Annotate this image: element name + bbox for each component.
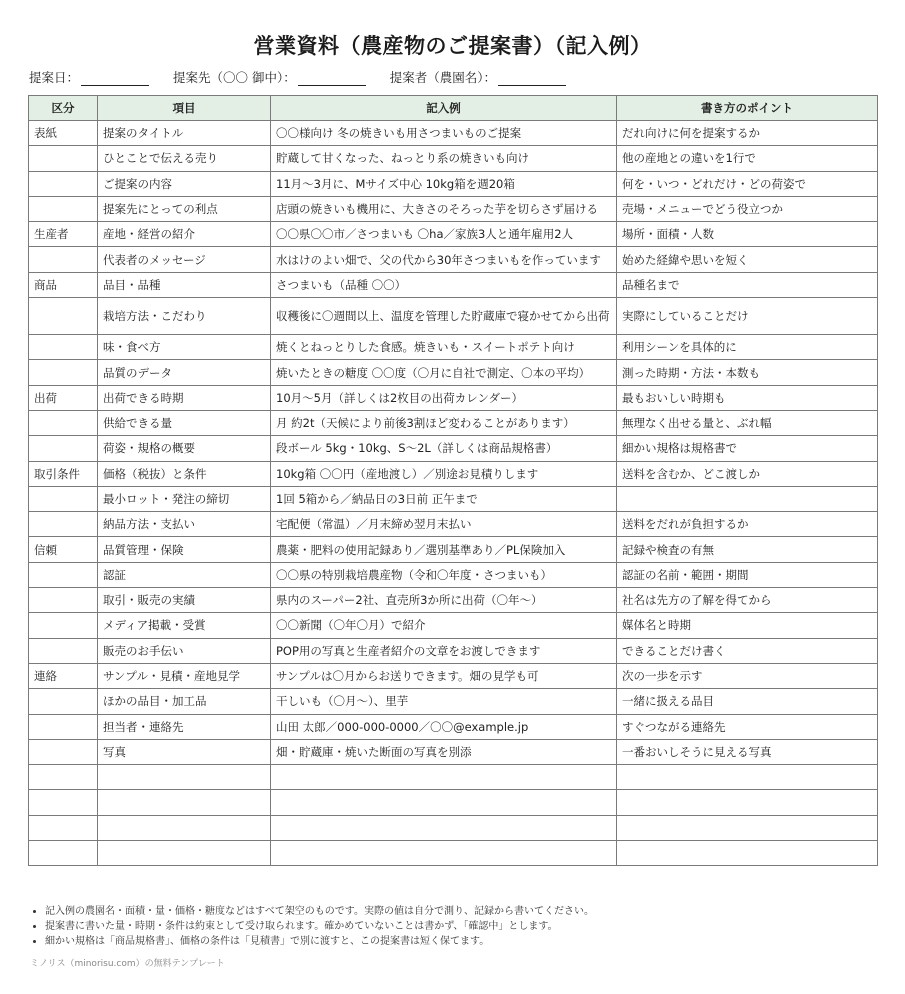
category-cell[interactable] bbox=[29, 512, 98, 537]
example-cell[interactable]: 焼くとねっとりした食感。焼きいも・スイートポテト向け bbox=[271, 335, 617, 360]
category-cell[interactable]: 生産者 bbox=[29, 222, 98, 247]
example-cell[interactable]: 〇〇様向け 冬の焼きいも用さつまいものご提案 bbox=[271, 121, 617, 146]
item-cell[interactable]: 担当者・連絡先 bbox=[98, 714, 271, 739]
note-item: • 記入例の農園名・面積・量・価格・糖度などはすべて架空のものです。実際の値は自分で測り、記録から書いてください。 bbox=[45, 904, 594, 919]
item-cell[interactable] bbox=[98, 765, 271, 790]
notes bbox=[30, 904, 594, 949]
point-cell[interactable]: だれ向けに何を提案するか bbox=[617, 121, 878, 146]
table-row bbox=[29, 815, 878, 840]
item-cell[interactable]: 供給できる量 bbox=[98, 410, 271, 435]
point-cell[interactable] bbox=[617, 815, 878, 840]
table-row bbox=[29, 196, 878, 221]
item-cell[interactable]: メディア掲載・受賞 bbox=[98, 613, 271, 638]
example-cell[interactable]: 畑・貯蔵庫・焼いた断面の写真を別添 bbox=[271, 739, 617, 764]
example-cell[interactable]: 〇〇県の特別栽培農産物（令和〇年度・さつまいも） bbox=[271, 562, 617, 587]
table-row bbox=[29, 663, 878, 688]
item-cell[interactable] bbox=[98, 815, 271, 840]
item-cell[interactable]: 取引・販売の実績 bbox=[98, 588, 271, 613]
example-cell[interactable]: 宅配便（常温）／月末締め翌月末払い bbox=[271, 512, 617, 537]
table-row bbox=[29, 121, 878, 146]
category-cell[interactable] bbox=[29, 790, 98, 815]
table-row bbox=[29, 562, 878, 587]
page-title: 営業資料（農産物のご提案書）（記入例） bbox=[253, 34, 652, 58]
point-cell[interactable] bbox=[617, 790, 878, 815]
item-cell[interactable]: 産地・経営の紹介 bbox=[98, 222, 271, 247]
point-cell[interactable]: 実際にしていることだけ bbox=[617, 298, 878, 335]
date-blank-line[interactable] bbox=[81, 71, 149, 86]
example-cell[interactable]: 月 約2t（天候により前後3割ほど変わることがあります） bbox=[271, 410, 617, 435]
example-cell[interactable]: 10kg箱 〇〇円（産地渡し）／別途お見積りします bbox=[271, 461, 617, 486]
date-label: 提案日： bbox=[29, 70, 80, 85]
point-cell[interactable]: 無理なく出せる量と、ぶれ幅 bbox=[617, 410, 878, 435]
category-cell[interactable] bbox=[29, 739, 98, 764]
header-category: 区分 bbox=[29, 96, 98, 121]
example-cell[interactable] bbox=[271, 841, 617, 866]
point-cell[interactable]: 一緒に扱える品目 bbox=[617, 689, 878, 714]
example-cell[interactable]: 段ボール 5kg・10kg、S〜2L（詳しくは商品規格書） bbox=[271, 436, 617, 461]
point-cell[interactable]: 最もおいしい時期も bbox=[617, 385, 878, 410]
table-row bbox=[29, 613, 878, 638]
item-cell[interactable]: ひとことで伝える売り bbox=[98, 146, 271, 171]
date-field[interactable] bbox=[29, 68, 149, 86]
point-cell[interactable]: 送料を含むか、どこ渡しか bbox=[617, 461, 878, 486]
example-cell[interactable]: 10月〜5月（詳しくは2枚目の出荷カレンダー） bbox=[271, 385, 617, 410]
point-cell[interactable]: できることだけ書く bbox=[617, 638, 878, 663]
category-cell[interactable] bbox=[29, 638, 98, 663]
example-cell[interactable]: 焼いたときの糖度 〇〇度（〇月に自社で測定、〇本の平均） bbox=[271, 360, 617, 385]
point-cell[interactable]: 細かい規格は規格書で bbox=[617, 436, 878, 461]
category-cell[interactable] bbox=[29, 247, 98, 272]
point-cell[interactable]: 一番おいしそうに見える写真 bbox=[617, 739, 878, 764]
category-cell[interactable] bbox=[29, 613, 98, 638]
table-row bbox=[29, 790, 878, 815]
point-cell[interactable]: 測った時期・方法・本数も bbox=[617, 360, 878, 385]
point-cell[interactable]: 認証の名前・範囲・期間 bbox=[617, 562, 878, 587]
item-cell[interactable] bbox=[98, 841, 271, 866]
item-cell[interactable]: サンプル・見積・産地見学 bbox=[98, 663, 271, 688]
table-row bbox=[29, 512, 878, 537]
example-cell[interactable]: POP用の写真と生産者紹介の文章をお渡しできます bbox=[271, 638, 617, 663]
example-cell[interactable]: 貯蔵して甘くなった、ねっとり系の焼きいも向け bbox=[271, 146, 617, 171]
header-example: 記入例 bbox=[271, 96, 617, 121]
category-cell[interactable] bbox=[29, 298, 98, 335]
table-row bbox=[29, 385, 878, 410]
category-cell[interactable] bbox=[29, 410, 98, 435]
header-point: 書き方のポイント bbox=[617, 96, 878, 121]
category-cell[interactable]: 商品 bbox=[29, 272, 98, 297]
table-row bbox=[29, 638, 878, 663]
category-cell[interactable] bbox=[29, 841, 98, 866]
point-cell[interactable] bbox=[617, 486, 878, 511]
table-row bbox=[29, 335, 878, 360]
point-cell[interactable]: 記録や検査の有無 bbox=[617, 537, 878, 562]
note-item: • 細かい規格は「商品規格書」、価格の条件は「見積書」で別に渡すと、この提案書は短く保てます。 bbox=[45, 934, 594, 949]
item-cell[interactable]: 品質管理・保険 bbox=[98, 537, 271, 562]
table-row bbox=[29, 765, 878, 790]
category-cell[interactable] bbox=[29, 588, 98, 613]
example-cell[interactable]: 山田 太郎／000-000-0000／〇〇@example.jp bbox=[271, 714, 617, 739]
category-cell[interactable] bbox=[29, 436, 98, 461]
category-cell[interactable] bbox=[29, 689, 98, 714]
item-cell[interactable]: 荷姿・規格の概要 bbox=[98, 436, 271, 461]
proposer-label: 提案者（農園名）： bbox=[389, 70, 497, 85]
category-cell[interactable]: 表紙 bbox=[29, 121, 98, 146]
table-row bbox=[29, 689, 878, 714]
item-cell[interactable]: ほかの品目・加工品 bbox=[98, 689, 271, 714]
category-cell[interactable] bbox=[29, 714, 98, 739]
category-cell[interactable] bbox=[29, 765, 98, 790]
table-row bbox=[29, 146, 878, 171]
item-cell[interactable]: 販売のお手伝い bbox=[98, 638, 271, 663]
header-item: 項目 bbox=[98, 96, 271, 121]
item-cell[interactable]: 最小ロット・発注の締切 bbox=[98, 486, 271, 511]
table-row bbox=[29, 410, 878, 435]
point-cell[interactable]: 始めた経緯や思いを短く bbox=[617, 247, 878, 272]
example-cell[interactable]: 〇〇新聞（〇年〇月）で紹介 bbox=[271, 613, 617, 638]
point-cell[interactable]: 次の一歩を示す bbox=[617, 663, 878, 688]
item-cell[interactable] bbox=[98, 790, 271, 815]
table-row bbox=[29, 436, 878, 461]
point-cell[interactable]: すぐつながる連絡先 bbox=[617, 714, 878, 739]
example-cell[interactable]: 1回 5箱から／納品日の3日前 正午まで bbox=[271, 486, 617, 511]
table-body bbox=[29, 121, 878, 866]
example-cell[interactable]: 収穫後に〇週間以上、温度を管理した貯蔵庫で寝かせてから出荷 bbox=[271, 298, 617, 335]
table-row bbox=[29, 486, 878, 511]
item-cell[interactable]: 提案先にとっての利点 bbox=[98, 196, 271, 221]
table-row bbox=[29, 272, 878, 297]
category-cell[interactable]: 出荷 bbox=[29, 385, 98, 410]
category-cell[interactable]: 取引条件 bbox=[29, 461, 98, 486]
category-cell[interactable] bbox=[29, 486, 98, 511]
category-cell[interactable]: 連絡 bbox=[29, 663, 98, 688]
example-cell[interactable]: 県内のスーパー2社、直売所3か所に出荷（〇年〜） bbox=[271, 588, 617, 613]
item-cell[interactable]: 品質のデータ bbox=[98, 360, 271, 385]
category-cell[interactable] bbox=[29, 815, 98, 840]
category-cell[interactable] bbox=[29, 335, 98, 360]
footer-credit: ミノリス（minorisu.com）の無料テンプレート bbox=[30, 959, 225, 969]
table-row bbox=[29, 537, 878, 562]
example-cell[interactable]: 干しいも（〇月〜）、里芋 bbox=[271, 689, 617, 714]
example-cell[interactable]: サンプルは〇月からお送りできます。畑の見学も可 bbox=[271, 663, 617, 688]
item-cell[interactable]: 出荷できる時期 bbox=[98, 385, 271, 410]
proposal-table bbox=[28, 95, 878, 866]
category-cell[interactable] bbox=[29, 196, 98, 221]
example-cell[interactable]: 店頭の焼きいも機用に、大きさのそろった芋を切らさず届ける bbox=[271, 196, 617, 221]
client-blank-line[interactable] bbox=[298, 71, 366, 86]
table-row bbox=[29, 588, 878, 613]
example-cell[interactable]: 農薬・肥料の使用記録あり／選別基準あり／PL保険加入 bbox=[271, 537, 617, 562]
point-cell[interactable]: 品種名まで bbox=[617, 272, 878, 297]
point-cell[interactable]: 何を・いつ・どれだけ・どの荷姿で bbox=[617, 171, 878, 196]
point-cell[interactable]: 社名は先方の了解を得てから bbox=[617, 588, 878, 613]
point-cell[interactable]: 売場・メニューでどう役立つか bbox=[617, 196, 878, 221]
point-cell[interactable]: 利用シーンを具体的に bbox=[617, 335, 878, 360]
example-cell[interactable] bbox=[271, 790, 617, 815]
category-cell[interactable] bbox=[29, 562, 98, 587]
item-cell[interactable]: 代表者のメッセージ bbox=[98, 247, 271, 272]
category-cell[interactable] bbox=[29, 360, 98, 385]
item-cell[interactable]: 写真 bbox=[98, 739, 271, 764]
table-row bbox=[29, 298, 878, 335]
item-cell[interactable]: 提案のタイトル bbox=[98, 121, 271, 146]
point-cell[interactable] bbox=[617, 841, 878, 866]
table-row bbox=[29, 841, 878, 866]
client-label: 提案先（〇〇 御中）： bbox=[173, 70, 296, 85]
table-row bbox=[29, 461, 878, 486]
category-cell[interactable] bbox=[29, 146, 98, 171]
example-cell[interactable] bbox=[271, 815, 617, 840]
category-cell[interactable]: 信頼 bbox=[29, 537, 98, 562]
proposal-meta bbox=[29, 68, 590, 86]
proposer-blank-line[interactable] bbox=[498, 71, 566, 86]
client-field[interactable] bbox=[173, 68, 366, 86]
table-row bbox=[29, 739, 878, 764]
point-cell[interactable] bbox=[617, 765, 878, 790]
table-row bbox=[29, 171, 878, 196]
example-cell[interactable] bbox=[271, 765, 617, 790]
item-cell[interactable]: 味・食べ方 bbox=[98, 335, 271, 360]
example-cell[interactable]: 〇〇県〇〇市／さつまいも 〇ha／家族3人と通年雇用2人 bbox=[271, 222, 617, 247]
table-row bbox=[29, 714, 878, 739]
proposer-field[interactable] bbox=[390, 68, 566, 86]
point-cell[interactable]: 他の産地との違いを1行で bbox=[617, 146, 878, 171]
item-cell[interactable]: 認証 bbox=[98, 562, 271, 587]
item-cell[interactable]: ご提案の内容 bbox=[98, 171, 271, 196]
item-cell[interactable]: 価格（税抜）と条件 bbox=[98, 461, 271, 486]
table-row bbox=[29, 222, 878, 247]
point-cell[interactable]: 場所・面積・人数 bbox=[617, 222, 878, 247]
example-cell[interactable]: 11月〜3月に、Mサイズ中心 10kg箱を週20箱 bbox=[271, 171, 617, 196]
category-cell[interactable] bbox=[29, 171, 98, 196]
example-cell[interactable]: 水はけのよい畑で、父の代から30年さつまいもを作っています bbox=[271, 247, 617, 272]
point-cell[interactable]: 媒体名と時期 bbox=[617, 613, 878, 638]
item-cell[interactable]: 栽培方法・こだわり bbox=[98, 298, 271, 335]
table-header-row bbox=[29, 96, 878, 121]
item-cell[interactable]: 納品方法・支払い bbox=[98, 512, 271, 537]
example-cell[interactable]: さつまいも（品種 〇〇） bbox=[271, 272, 617, 297]
item-cell[interactable]: 品目・品種 bbox=[98, 272, 271, 297]
point-cell[interactable]: 送料をだれが負担するか bbox=[617, 512, 878, 537]
table-row bbox=[29, 360, 878, 385]
table-row bbox=[29, 247, 878, 272]
note-item: • 提案書に書いた量・時期・条件は約束として受け取られます。確かめていないことは書かず、「確認中」とします。 bbox=[45, 919, 594, 934]
